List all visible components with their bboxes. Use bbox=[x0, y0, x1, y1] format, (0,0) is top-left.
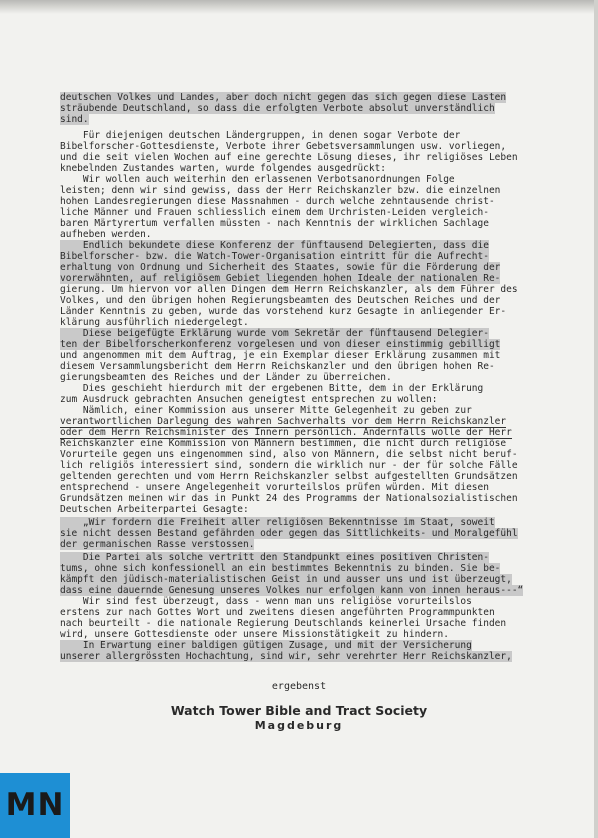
signature-city: Magdeburg bbox=[254, 719, 344, 732]
text-line: gierungsbeamten des Reiches und der Länder zu überreichen. bbox=[60, 372, 392, 383]
text-line: Die Partei als solche vertritt den Standpunkt eines positiven Christen- bbox=[60, 552, 489, 563]
text-line: zum Ausdruck gebrachten Ansuchen geneigtest entsprechen zu wollen: bbox=[60, 394, 438, 405]
text-line: Volkes, und den übrigen hohen Regierungsbeamten des Deutschen Reiches und der bbox=[60, 295, 501, 306]
text-line: nach beurteilt - die nationale Regierung Deutschlands keinerlei Ursache finden bbox=[60, 618, 507, 629]
text-line: Reichskanzler eine Kommission von Männern bestimmen, die nicht durch religiöse bbox=[60, 438, 507, 449]
text-line: erhaltung von Ordnung und Sicherheit des Staates, sowie für die Förderung der bbox=[60, 262, 501, 273]
text-line: Endlich bekundete diese Konferenz der fünftausend Delegierten, dass die bbox=[60, 240, 489, 251]
text-line: klärung ausführlich niedergelegt. bbox=[60, 317, 249, 328]
text-line: tums, ohne sich konfessionell an ein bestimmtes Bekenntnis zu binden. Sie be- bbox=[60, 563, 501, 574]
closing-text: ergebenst bbox=[271, 681, 327, 692]
text-line: sind. bbox=[60, 114, 89, 125]
text-line: Deutschen Arbeiterpartei Gesagte: bbox=[60, 504, 249, 515]
text-line: Bibelforscher- bzw. die Watch-Tower-Organisation eintritt für die Aufrecht- bbox=[60, 251, 489, 262]
text-line: „Wir fordern die Freiheit aller religiösen Bekenntnisse im Staat, soweit bbox=[60, 517, 495, 528]
text-line: baren Märtyrertum verfallen müssten - nach Kenntnis der wirklichen Sachlage bbox=[60, 218, 489, 229]
text-line: In Erwartung einer baldigen gütigen Zusage, und mit der Versicherung bbox=[60, 640, 472, 651]
text-line: sie nicht dessen Bestand gefährden oder gegen das Sittlichkeits- und Moralgefühl bbox=[60, 528, 518, 539]
text-line: erstens zur nach Gottes Wort und zweitens diesen angeführten Programmpunkten bbox=[60, 607, 495, 618]
text-line: entsprechend - unsere Angelegenheit vorurteilslos prüfen würden. Mit diesen bbox=[60, 482, 489, 493]
text-line: lich religiös interessiert sind, sondern die wirklich nur - der für solche Fälle bbox=[60, 460, 518, 471]
text-line: und die seit vielen Wochen auf eine gerechte Lösung dieses, ihr religiöses Leben bbox=[60, 152, 518, 163]
text-line: hohen Landesregierungen diese Massnahmen - durch welche zehntausende christ- bbox=[60, 196, 495, 207]
text-line: wird, unsere Gottesdienste oder unsere Missionstätigkeit zu hindern. bbox=[60, 629, 449, 640]
text-line: Länder Kenntnis zu geben, wurde das vorstehend kurz Gesagte in anliegender Er- bbox=[60, 306, 507, 317]
text-line: gierung. Um hiervon vor allen Dingen dem Herrn Reichskanzler, als dem Führer des bbox=[60, 284, 518, 295]
text-line: geltenden gerechten und vom Herrn Reichskanzler selbst aufgestellten Grundsätzen bbox=[60, 471, 518, 482]
text-line: diesem Versammlungsbericht dem Herrn Reichskanzler und den übrigen hohen Re- bbox=[60, 361, 495, 372]
text-line: aufheben werden. bbox=[60, 229, 152, 240]
text-line: Grundsätzen meinen wir das in Punkt 24 des Programms der Nationalsozialistischen bbox=[60, 493, 518, 504]
text-line: Wir wollen auch weiterhin den erlassenen Verbotsanordnungen Folge bbox=[60, 174, 455, 185]
signature-organization: Watch Tower Bible and Tract Society bbox=[170, 703, 428, 718]
text-line: Für diejenigen deutschen Ländergruppen, in denen sogar Verbote der bbox=[60, 130, 461, 141]
text-line: der germanischen Rasse verstossen. bbox=[60, 539, 255, 550]
text-line: Dies geschieht hierdurch mit der ergebenen Bitte, dem in der Erklärung bbox=[60, 383, 484, 394]
text-line: Bibelforscher-Gottesdienste, Verbote ihrer Gebetsversammlungen usw. vorliegen, bbox=[60, 141, 507, 152]
text-line: oder dem Herrn Reichsminister des Innern persönlich. Andernfalls wolle der Herr bbox=[60, 427, 512, 438]
text-line: dass eine dauernde Genesung unseres Volkes nur erfolgen kann von innen heraus---“ bbox=[60, 585, 524, 596]
text-line: Wir sind fest überzeugt, dass - wenn man uns religiöse vorurteilslos bbox=[60, 596, 472, 607]
text-line: kämpft den jüdisch-materialistischen Geist in und ausser uns und ist überzeugt, bbox=[60, 574, 512, 585]
text-line: unserer allergrössten Hochachtung, sind wir, sehr verehrter Herr Reichskanzler, bbox=[60, 651, 512, 662]
scan-edge-shadow bbox=[0, 0, 598, 14]
text-line: liche Männer und Frauen schliesslich einem dem Urchristen-Leiden vergleich- bbox=[60, 207, 489, 218]
text-line: leisten; denn wir sind gewiss, dass der Herr Reichskanzler bzw. die einzelnen bbox=[60, 185, 501, 196]
text-line: ten der Bibelforscherkonferenz vorgelesen und von dieser einstimmig gebilligt bbox=[60, 339, 501, 350]
text-line: vorerwähnten, auf religiösem Gebiet liegenden hohen Ideale der nationalen Re- bbox=[60, 273, 501, 284]
text-line: Diese beigefügte Erklärung wurde vom Sekretär der fünftausend Delegier- bbox=[60, 328, 489, 339]
text-line: knebelnden Zustandes warten, wurde folgendes ausgedrückt: bbox=[60, 163, 387, 174]
text-line: verantwortlichen Darlegung des wahren Sachverhalts vor dem Herrn Reichskanzler bbox=[60, 416, 507, 427]
text-line: Nämlich, einer Kommission aus unserer Mitte Gelegenheit zu geben zur bbox=[60, 405, 472, 416]
text-line: und angenommen mit dem Auftrag, je ein Exemplar dieser Erklärung zusammen mit bbox=[60, 350, 501, 361]
text-line: deutschen Volkes und Landes, aber doch nicht gegen das sich gegen diese Lasten bbox=[60, 92, 507, 103]
text-line: Vorurteile gegen uns eingenommen sind, also von Männern, die selbst nicht beruf- bbox=[60, 449, 518, 460]
watermark-logo: MN bbox=[0, 773, 70, 838]
text-line: sträubende Deutschland, so dass die erfolgten Verbote absolut unverständlich bbox=[60, 103, 495, 114]
